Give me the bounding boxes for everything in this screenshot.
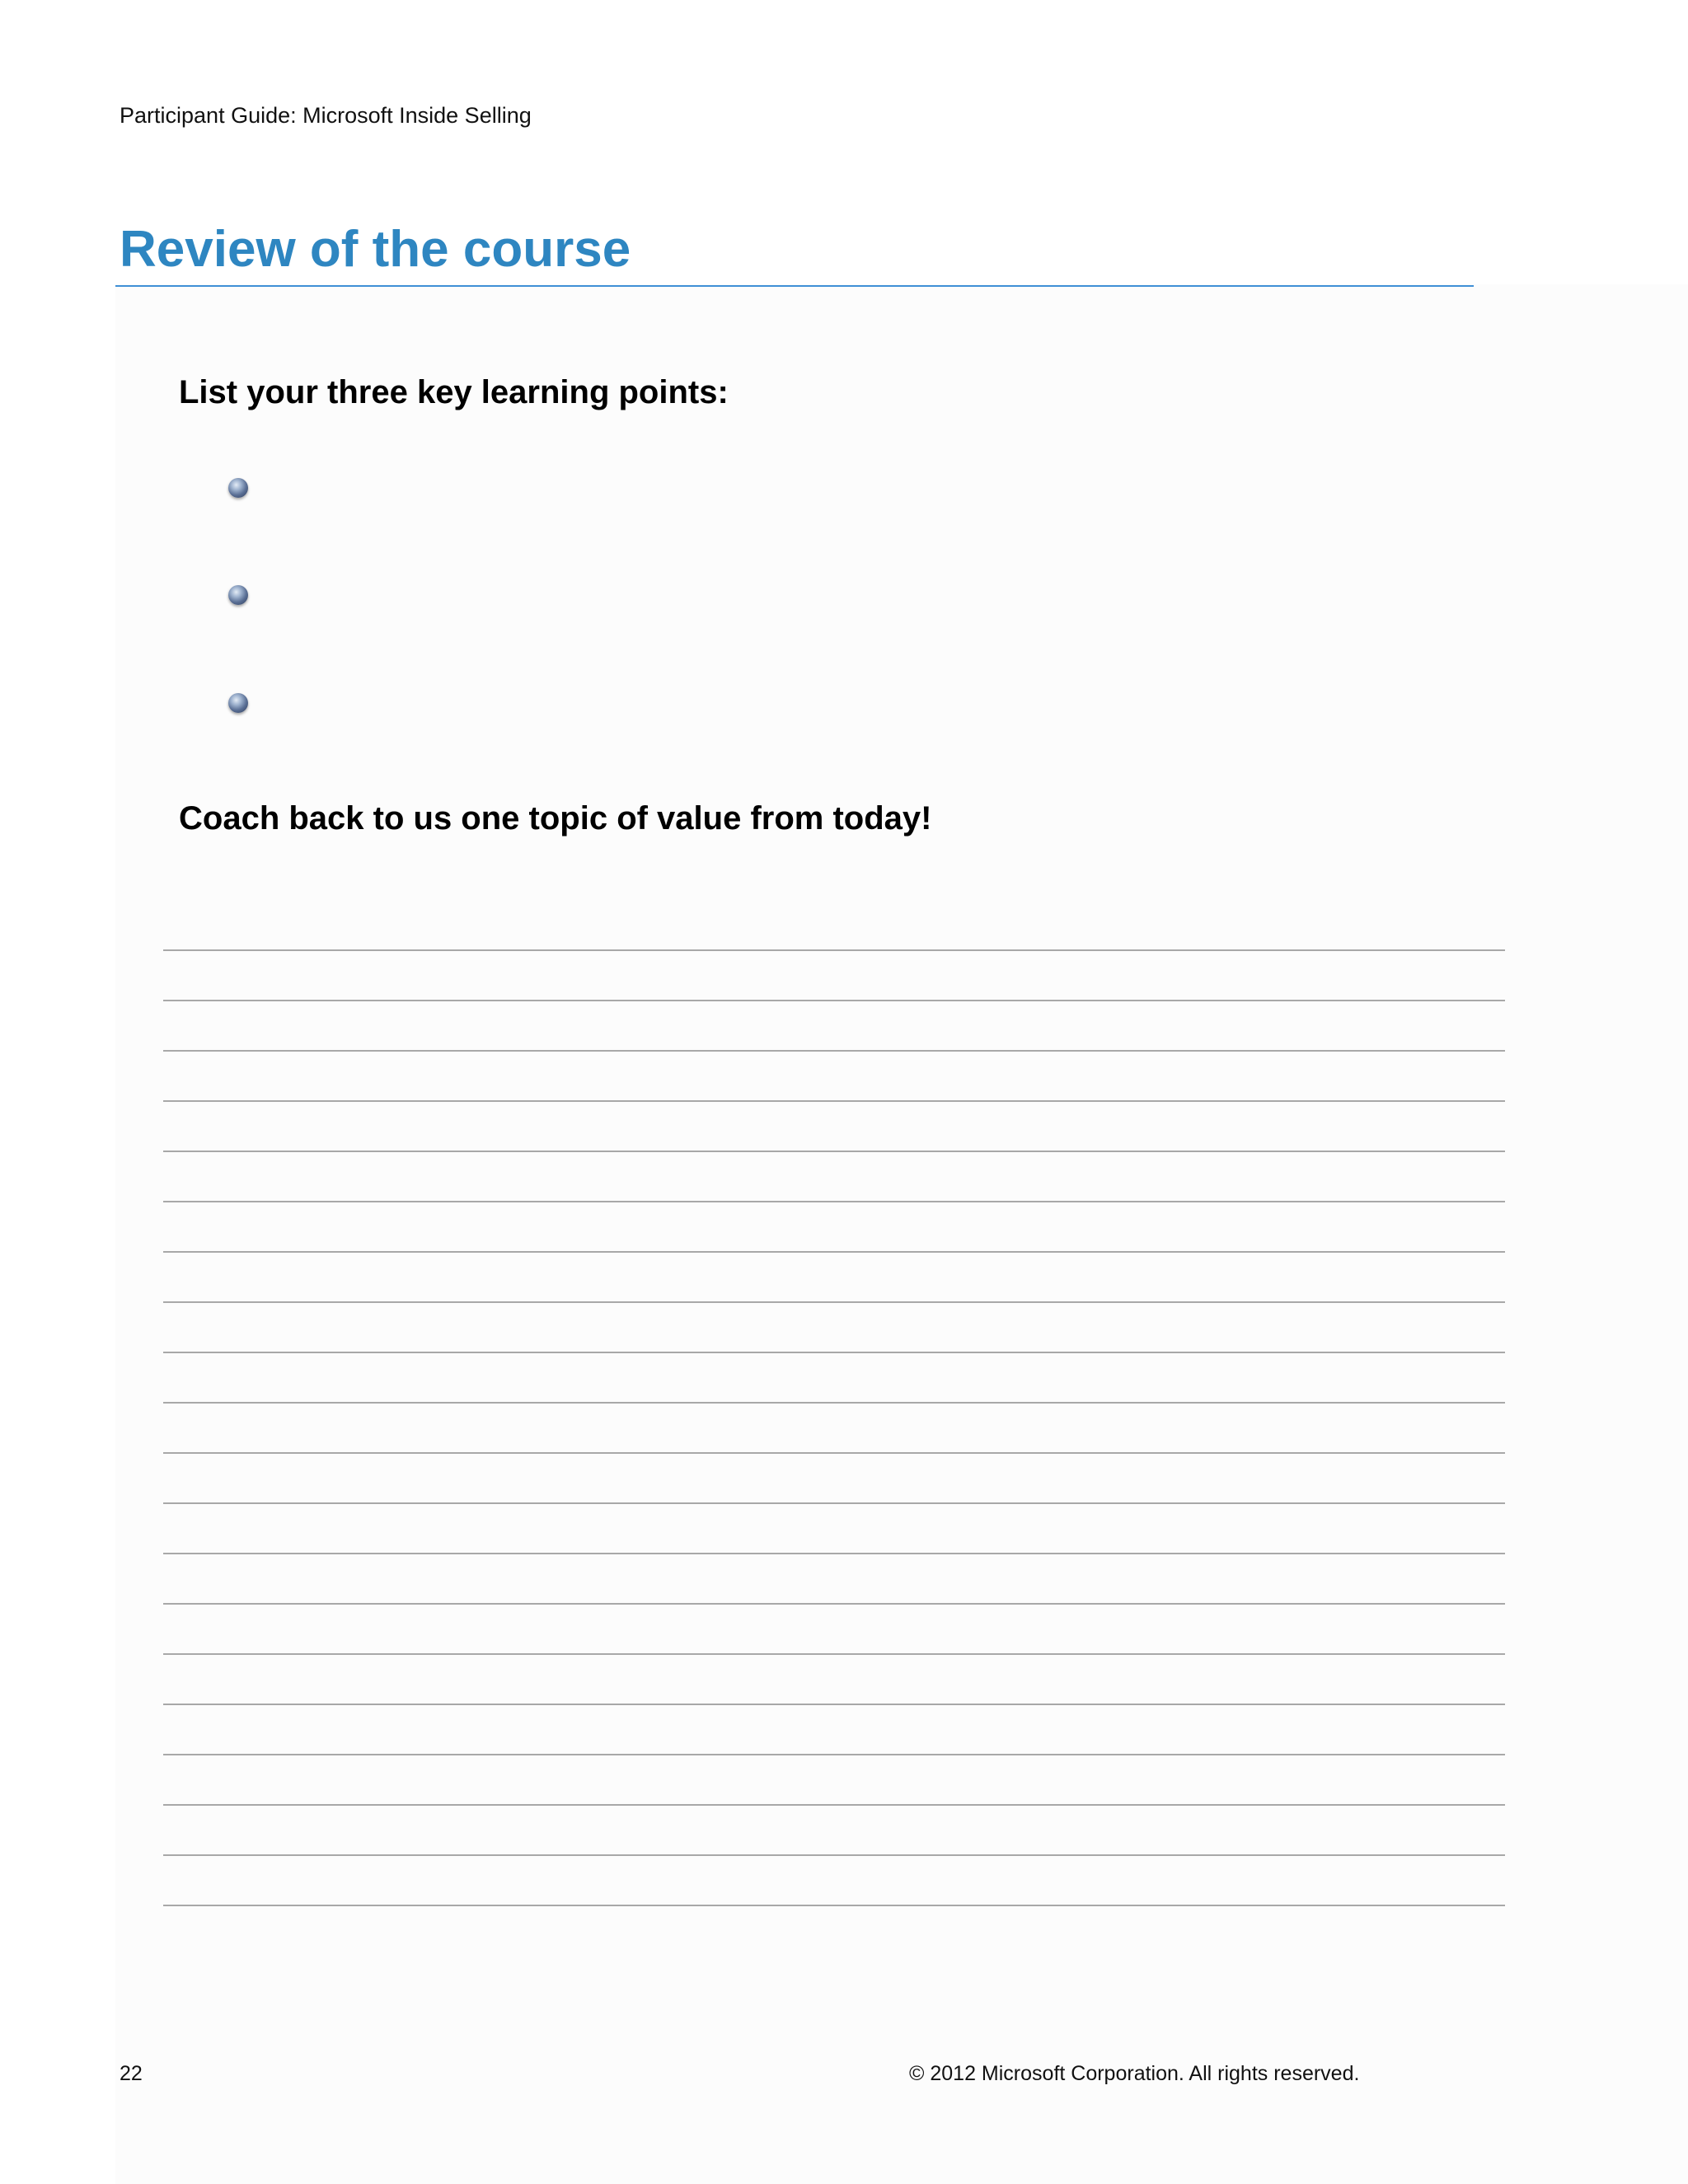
ruled-line	[163, 1804, 1505, 1854]
ruled-line	[163, 1201, 1505, 1251]
bullet-icon	[228, 693, 248, 713]
ruled-line	[163, 949, 1505, 1000]
ruled-line	[163, 1151, 1505, 1201]
ruled-line	[163, 1000, 1505, 1050]
ruled-line	[163, 1452, 1505, 1502]
ruled-line	[163, 1502, 1505, 1553]
running-header: Participant Guide: Microsoft Inside Selling	[120, 103, 532, 128]
bullet-icon	[228, 478, 248, 498]
writing-lines-area	[163, 949, 1505, 1955]
ruled-line	[163, 1603, 1505, 1653]
copyright-notice: © 2012 Microsoft Corporation. All rights reserved.	[909, 2062, 1360, 2085]
ruled-line	[163, 1402, 1505, 1452]
title-underline	[115, 285, 1474, 287]
ruled-line	[163, 1553, 1505, 1603]
learning-points-heading: List your three key learning points:	[179, 374, 729, 410]
coach-back-heading: Coach back to us one topic of value from today!	[179, 800, 932, 837]
ruled-line	[163, 1854, 1505, 1905]
bullet-icon	[228, 585, 248, 605]
ruled-line	[163, 1050, 1505, 1100]
page-number: 22	[120, 2062, 143, 2085]
ruled-line	[163, 1754, 1505, 1804]
page-title: Review of the course	[120, 221, 631, 278]
ruled-line	[163, 1352, 1505, 1402]
ruled-line	[163, 1905, 1505, 1955]
ruled-line	[163, 1100, 1505, 1151]
ruled-line	[163, 1704, 1505, 1754]
ruled-line	[163, 1301, 1505, 1352]
ruled-line	[163, 1251, 1505, 1301]
ruled-line	[163, 1653, 1505, 1704]
